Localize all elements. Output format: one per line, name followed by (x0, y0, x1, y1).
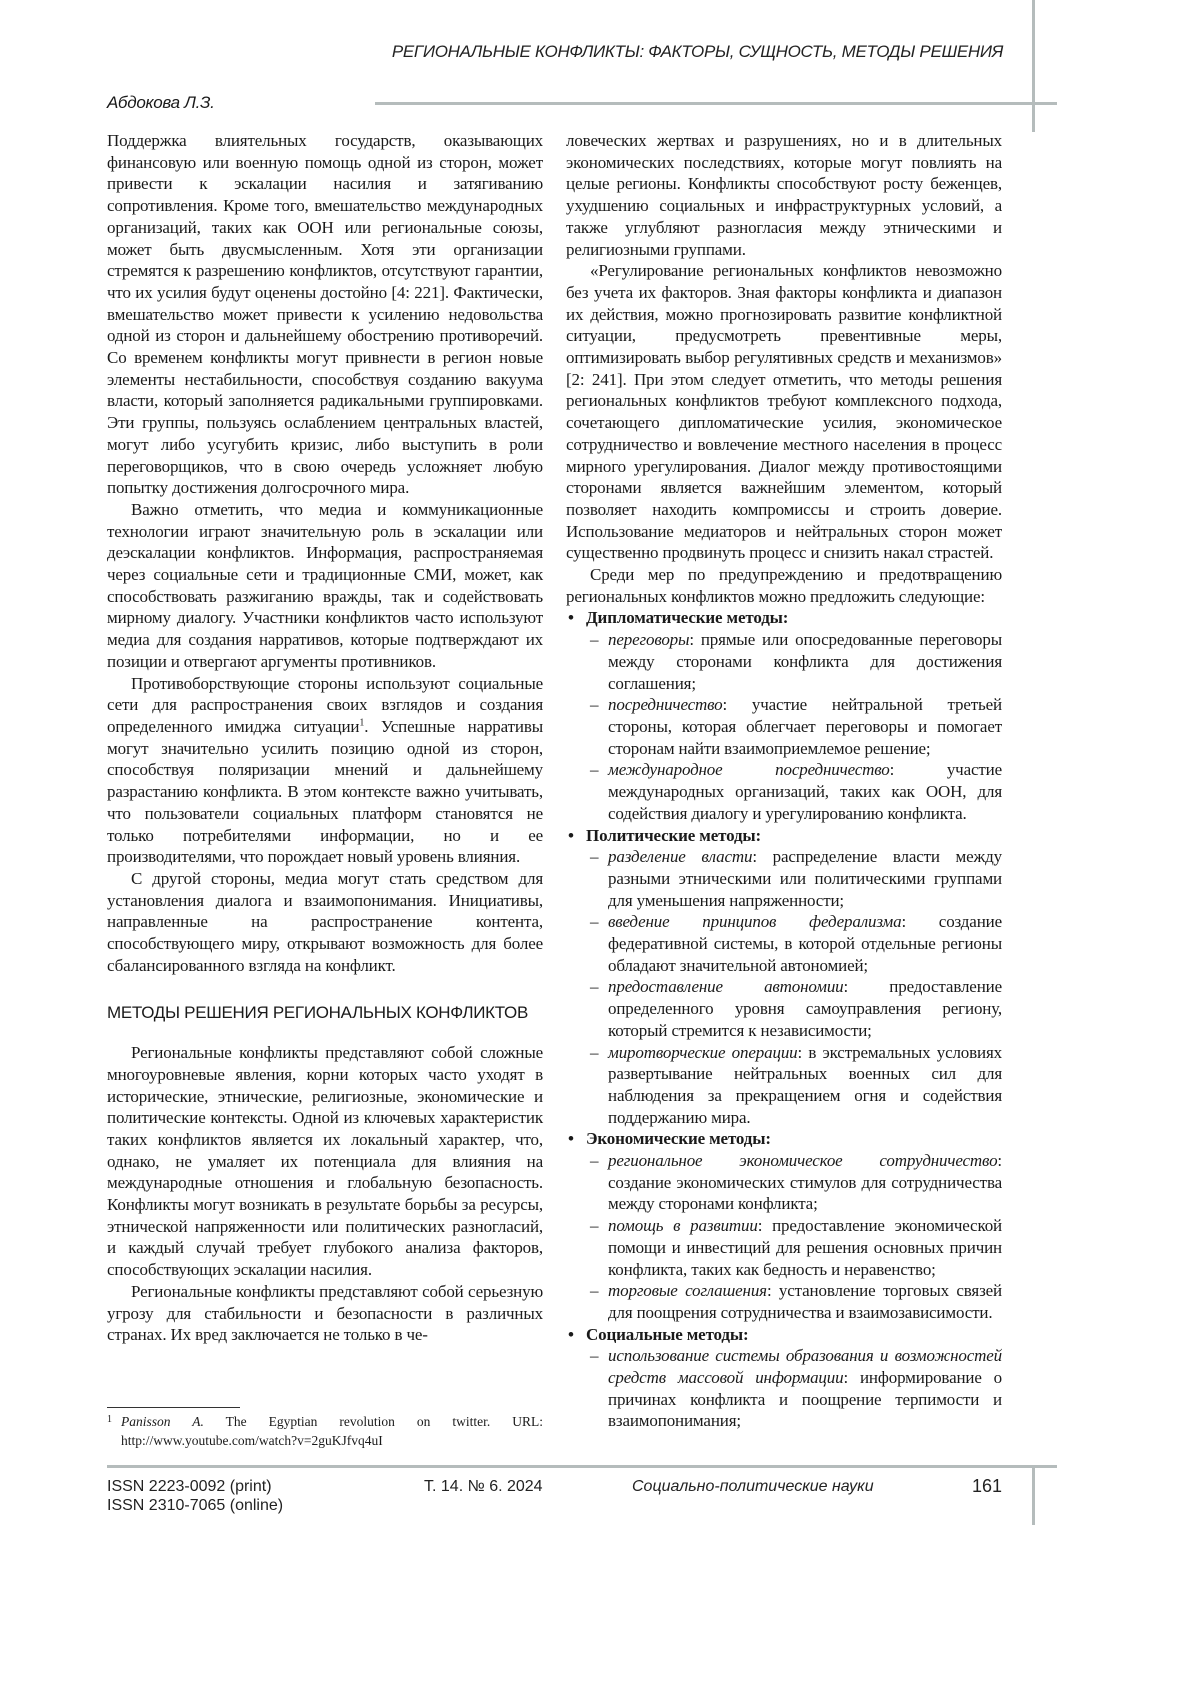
method-term: региональное экономическое сотрудничество (608, 1151, 998, 1171)
paragraph: Поддержка влиятельных государств, оказывающих финансовую или военную помощь одной из сторон, может привести к эскалации насилия и затягиванию сопротивления. Кроме того, вмешательство международных организаций, таких как ООН или региональные союзы, может быть двусмысленным. Хотя эти организации стремятся к разрешению конфликтов, отсутствуют гарантии, что их усилия будут оценены достойно [4: 221]. Фактически, вмешательство может привести к усилению недовольства одной из сторон и дальнейшему обострению противоречий. Со временем конфликты могут привнести в регион новые элементы нестабильности, способствуя созданию вакуума власти, который заполняется радикальными группировками. Эти группы, пользуясь ослаблением центральных властей, могут либо усугубить кризис, либо выступить в роли переговорщиков, что в свою очередь усложняет любую попытку достижения долгосрочного мира. (107, 131, 543, 498)
footer-vertical-rule (1032, 1465, 1035, 1525)
method-term: введение принципов федерализма (608, 912, 902, 932)
list-item (586, 976, 1002, 1041)
paragraph: «Регулирование региональных конфликтов невозможно без учета их факторов. Зная факторы конфликта и диапазон их действия, можно прогнозировать развитие конфликтной ситуации, предусмотреть превентивные меры, оптимизировать выбор регулятивных средств и механизмов» [2: 241]. При этом следует отметить, что методы решения региональных конфликтов требуют комплексного подхода, сочетающего дипломатические усилия, экономическое сотрудничество и вовлечение местного населения в процесс мирного урегулирования. Диалог между противостоящими сторонами является важнейшим элементом, который позволяет находить компромиссы и строить доверие. Использование медиаторов и нейтральных сторон может существенно продвинуть процесс и снизить накал страстей. (566, 261, 1002, 563)
footnote-rule (107, 1407, 240, 1408)
methods-list (566, 607, 1002, 1432)
method-term: международное посредничество (608, 760, 890, 780)
method-description: : создание экономических стимулов для сотрудничества между сторонами конфликта; (608, 1151, 1002, 1214)
list-item (586, 1280, 1002, 1323)
footnote (107, 1412, 543, 1450)
method-group (566, 1324, 1002, 1433)
paragraph: Среди мер по предупреждению и предотвращению региональных конфликтов можно предложить следующие: (566, 565, 1002, 606)
list-item (586, 1042, 1002, 1129)
paragraph: Региональные конфликты представляют собой серьезную угрозу для стабильности и безопасности в различных странах. Их вред заключается не только в че- (107, 1281, 543, 1345)
footnote-ref[interactable]: 1 (359, 717, 365, 729)
method-group (566, 825, 1002, 1129)
volume-issue: Т. 14. № 6. 2024 (424, 1478, 543, 1495)
method-description: : участие нейтральной третьей стороны, которая облегчает переговоры и помогает сторонам найти взаимоприемлемое решение; (608, 695, 1002, 758)
left-column (107, 130, 543, 1346)
method-term: помощь в развитии (608, 1216, 758, 1236)
list-item (586, 1345, 1002, 1432)
method-items (586, 1150, 1002, 1324)
method-group (566, 607, 1002, 824)
method-items (586, 1345, 1002, 1432)
method-items (586, 846, 1002, 1128)
list-item (586, 1215, 1002, 1280)
issn-print: ISSN 2223-0092 (print) (107, 1478, 272, 1495)
list-item (586, 911, 1002, 976)
method-term: разделение власти (608, 847, 753, 867)
paragraph (107, 673, 543, 868)
method-description: : прямые или опосредованные переговоры между сторонами конфликта для достижения соглашения; (608, 630, 1002, 693)
section-heading: МЕТОДЫ РЕШЕНИЯ РЕГИОНАЛЬНЫХ КОНФЛИКТОВ (107, 1003, 528, 1023)
method-description: : участие международных организаций, таких как ООН, для содействия диалогу и урегулированию конфликта. (608, 760, 1002, 823)
header-vertical-rule (1032, 0, 1035, 132)
method-term: посредничество (608, 695, 723, 715)
list-item (586, 846, 1002, 911)
method-term: торговые соглашения (608, 1281, 767, 1301)
method-term: переговоры (608, 630, 690, 650)
issn-online: ISSN 2310-7065 (online) (107, 1497, 284, 1514)
method-term: миротворческие операции (608, 1042, 798, 1062)
paragraph: Региональные конфликты представляют собой сложные многоуровневые явления, корни которых часто уходят в исторические, этнические, религиозные, экономические и политические контексты. Одной из ключевых характеристик таких конфликтов является их локальный характер, что, однако, не умаляет их потенциала для влияния на международные отношения и глобальную безопасность. Конфликты могут возникать в результате борьбы за ресурсы, этнической напряженности или политических разногласий, и каждый случай требует глубокого анализа факторов, способствующих эскалации насилия. (107, 1043, 543, 1280)
footnote-author: Panisson A. (121, 1414, 204, 1429)
method-description: : информирование о причинах конфликта и поощрение терпимости и взаимопонимания; (608, 1368, 1003, 1431)
method-group-title: Дипломатические методы: (586, 608, 789, 628)
method-group-title: Политические методы: (586, 825, 762, 845)
journal-name: Социально-политические науки (632, 1478, 874, 1495)
method-group-title: Социальные методы: (586, 1324, 749, 1344)
page-number: 161 (972, 1476, 1003, 1496)
author-name: Абдокова Л.З. (107, 93, 215, 112)
paragraph: С другой стороны, медиа могут стать средством для установления диалога и взаимопонимания. Инициативы, направленные на распространение контента, способствующего миру, открывают возможность для более сбалансированного взгляда на конфликт. (107, 868, 543, 975)
right-column (566, 130, 1002, 1432)
footer-rule (107, 1465, 1057, 1468)
header-rule (375, 102, 1057, 105)
running-title: РЕГИОНАЛЬНЫЕ КОНФЛИКТЫ: ФАКТОРЫ, СУЩНОСТЬ, МЕТОДЫ РЕШЕНИЯ (391, 42, 1003, 61)
method-description: : распределение власти между разными этническими или политическими группами для уменьшения напряженности; (608, 847, 1002, 910)
paragraph: Важно отметить, что медиа и коммуникационные технологии играют значительную роль в эскалации или деэскалации конфликтов. Информация, распространяемая через социальные сети и традиционные СМИ, может, как способствовать разжиганию вражды, так и содействовать мирному диалогу. Участники конфликтов часто используют медиа для создания нарративов, которые подтверждают их позиции и отвергают аргументы противников. (107, 499, 543, 671)
list-item (586, 694, 1002, 759)
method-term: предоставление автономии (608, 977, 844, 997)
method-description: : в экстремальных условиях развертывание нейтральных военных сил для наблюдения за прекращением огня и содействия поддержанию мира. (608, 1042, 1002, 1127)
paragraph-text: . Успешные нарративы могут значительно усилить позицию одной из сторон, способствуя поляризации мнений и дальнейшему разрастанию конфликта. В этом контексте важно учитывать, что пользователи социальных платформ становятся не только потребителями информации, но и ее производителями, что порождает новый уровень влияния. (107, 716, 543, 867)
list-item (586, 629, 1002, 694)
method-description: : создание федеративной системы, в которой отдельные регионы обладают значительной автономией; (608, 912, 1002, 975)
paragraph-text: Противоборствующие стороны используют социальные сети для распространения своих взглядов и создания определенного имиджа ситуации (107, 673, 543, 736)
method-term: использование системы образования и возможностей средств массовой информации (608, 1346, 1002, 1388)
method-description: : предоставление экономической помощи и инвестиций для решения основных причин конфликта, таких как бедность и неравенство; (608, 1216, 1002, 1279)
footnote-number: 1 (107, 1414, 112, 1425)
method-description: : установление торговых связей для поощрения сотрудничества и взаимозависимости. (608, 1281, 1002, 1322)
method-group (566, 1128, 1002, 1323)
footnote-text: The Egyptian revolution on twitter. URL: http://www.youtube.com/watch?v=2guKJfvq4uI (121, 1414, 543, 1448)
method-group-title: Экономические методы: (586, 1129, 771, 1149)
method-items (586, 629, 1002, 824)
list-item (586, 759, 1002, 824)
paragraph: ловеческих жертвах и разрушениях, но и в длительных экономических последствиях, которые могут повлиять на целые регионы. Конфликты способствуют росту беженцев, ухудшению социальных и инфраструктурных условий, а также углубляют разногласия между этническими и религиозными группами. (566, 131, 1002, 259)
list-item (586, 1150, 1002, 1215)
method-description: : предоставление определенного уровня самоуправления региону, который стремится к независимости; (608, 977, 1002, 1040)
